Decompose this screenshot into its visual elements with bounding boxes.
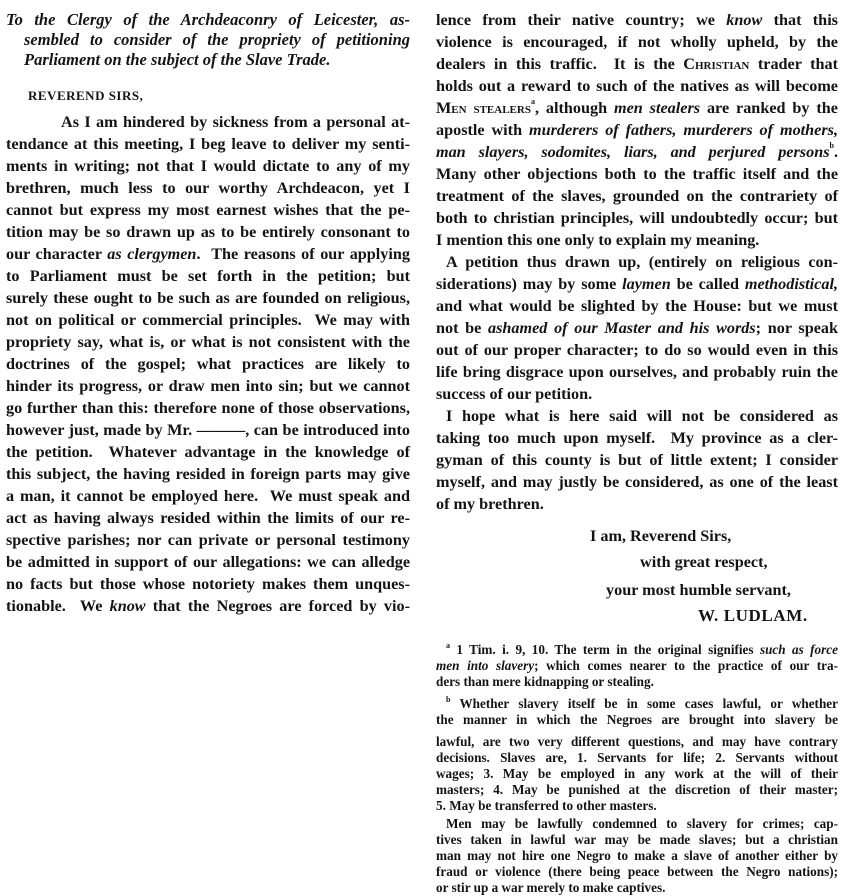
- body-line: both to christian principles, will undoubtedly occur; but: [436, 209, 838, 227]
- footnote-b-line: man may not hire one Negro to make a slave of another either by: [436, 848, 838, 863]
- body-line: dealers in this traffic. It is the Christian trader that: [436, 55, 838, 73]
- body-line: tition may be so drawn up as to be entirely consonant to: [6, 223, 410, 241]
- body-line: propriety say, what is, or what is not consistent with the: [6, 333, 410, 351]
- body-line: a man, it cannot be employed here. We must speak and: [6, 487, 410, 505]
- body-line: tendance at this meeting, I beg leave to deliver my senti-: [6, 135, 410, 153]
- footnote-b-line: fraud or violence (there being peace between the Negro nations);: [436, 864, 838, 879]
- body-line: hinder its progress, or draw men into sin; but we cannot: [6, 377, 410, 395]
- body-line: success of our petition.: [436, 385, 593, 403]
- body-line: surely these ought to be such as are founded on religious,: [6, 289, 410, 307]
- footnote-b-line: tives taken in lawful war may be made slaves; but a christian: [436, 832, 838, 847]
- body-line: life bring disgrace upon ourselves, and probably ruin the: [436, 363, 838, 381]
- salutation: REVEREND SIRS,: [28, 88, 144, 103]
- footnote-b-line: the manner in which the Negroes are brought into slavery be: [436, 712, 838, 727]
- title-line-2: sembled to consider of the propriety of petitioning: [24, 30, 410, 49]
- title-line-1: To the Clergy of the Archdeaconry of Leicester, as-: [6, 10, 410, 29]
- body-line: our character as clergymen. The reasons of our applying: [6, 245, 410, 263]
- footnote-b-line: masters; 4. May be punished at the discretion of their master;: [436, 782, 838, 797]
- footnote-b-line: 5. May be transferred to other masters.: [436, 798, 657, 813]
- footnote-b-line: decisions. Slaves are, 1. Servants for life; 2. Servants without: [436, 750, 838, 765]
- body-line: myself, and may justly be considered, as one of the least: [436, 473, 838, 491]
- body-line: the petition. Whatever advantage in the knowledge of: [6, 443, 410, 461]
- body-line: Men stealers$^a$, although men stealers are ranked by the: [436, 97, 838, 117]
- body-line: this subject, the having resided in foreign parts may give: [6, 465, 410, 483]
- footnote-a-line: ders than mere kidnapping or stealing.: [436, 674, 654, 689]
- body-line: out of our proper character; to do so would even in this: [436, 341, 838, 359]
- signature: W. LUDLAM.: [698, 606, 808, 625]
- closing-line-2: with great respect,: [640, 553, 768, 571]
- body-line: lence from their native country; we know that this: [436, 11, 838, 29]
- body-line: doctrines of the gospel; what practices are likely to: [6, 355, 410, 373]
- body-line: brethren, much less to our worthy Archdeacon, yet I: [6, 179, 410, 197]
- body-line: siderations) may by some laymen be called methodistical,: [436, 275, 838, 293]
- footnote-b-line: $^b$ Whether slavery itself be in some cases lawful, or whether: [446, 695, 838, 711]
- footnote-a-line: $^a$ 1 Tim. i. 9, 10. The term in the original signifies such as force: [446, 641, 838, 657]
- title-line-3: Parliament on the subject of the Slave Trade.: [24, 50, 331, 69]
- body-line: apostle with murderers of fathers, murderers of mothers,: [436, 121, 838, 139]
- body-line: A petition thus drawn up, (entirely on religious con-: [446, 253, 838, 271]
- footnote-b-line: Men may be lawfully condemned to slavery for crimes; cap-: [446, 816, 838, 831]
- footnote-b-line: or stir up a war merely to make captives.: [436, 880, 666, 895]
- body-line: go further than this: therefore none of those observations,: [6, 399, 410, 417]
- body-line: holds out a reward to such of the natives as will become: [436, 77, 838, 95]
- body-line: not on political or commercial principles. We may with: [6, 311, 410, 329]
- closing-line-1: I am, Reverend Sirs,: [590, 527, 732, 545]
- body-line: Many other objections both to the traffic itself and the: [436, 165, 838, 183]
- body-line: of my brethren.: [436, 495, 544, 513]
- body-line: man slayers, sodomites, liars, and perjured persons$^b$.: [436, 141, 838, 161]
- body-line: spective parishes; nor can private or personal testimony: [6, 531, 410, 549]
- body-line: act as having always resided within the limits of our re-: [6, 509, 410, 527]
- body-line: As I am hindered by sickness from a personal at-: [61, 113, 410, 131]
- body-line: gyman of this county is but of little extent; I consider: [436, 451, 838, 469]
- body-line: to Parliament must be set forth in the petition; but: [6, 267, 410, 285]
- body-line: I mention this one only to explain my meaning.: [436, 231, 760, 249]
- body-line: not be ashamed of our Master and his words; nor speak: [436, 319, 838, 337]
- body-line: violence is encouraged, if not wholly upheld, by the: [436, 33, 838, 51]
- footnote-b-line: lawful, are two very different questions, and may have contrary: [436, 734, 838, 749]
- body-line: ments in writing; not that I would dictate to any of my: [6, 157, 410, 175]
- body-line: taking too much upon myself. My province as a cler-: [436, 429, 838, 447]
- footnote-b-line: wages; 3. May be employed in any work at the will of their: [436, 766, 838, 781]
- body-line: be admitted in support of our allegations: we can alledge: [6, 553, 410, 571]
- body-line: tionable. We know that the Negroes are forced by vio-: [6, 597, 410, 615]
- body-line: no facts but those whose notoriety makes them unques-: [6, 575, 410, 593]
- body-line: treatment of the slaves, grounded on the contrariety of: [436, 187, 838, 205]
- footnote-a-line: men into slavery; which comes nearer to the practice of our tra-: [436, 658, 838, 673]
- body-line: and what would be slighted by the House: but we must: [436, 297, 838, 315]
- closing-line-3: your most humble servant,: [606, 581, 791, 599]
- body-line: I hope what is here said will not be considered as: [446, 407, 838, 425]
- body-line: however just, made by Mr. ———, can be introduced into: [6, 421, 410, 439]
- body-line: cannot but express my most earnest wishes that the pe-: [6, 201, 410, 219]
